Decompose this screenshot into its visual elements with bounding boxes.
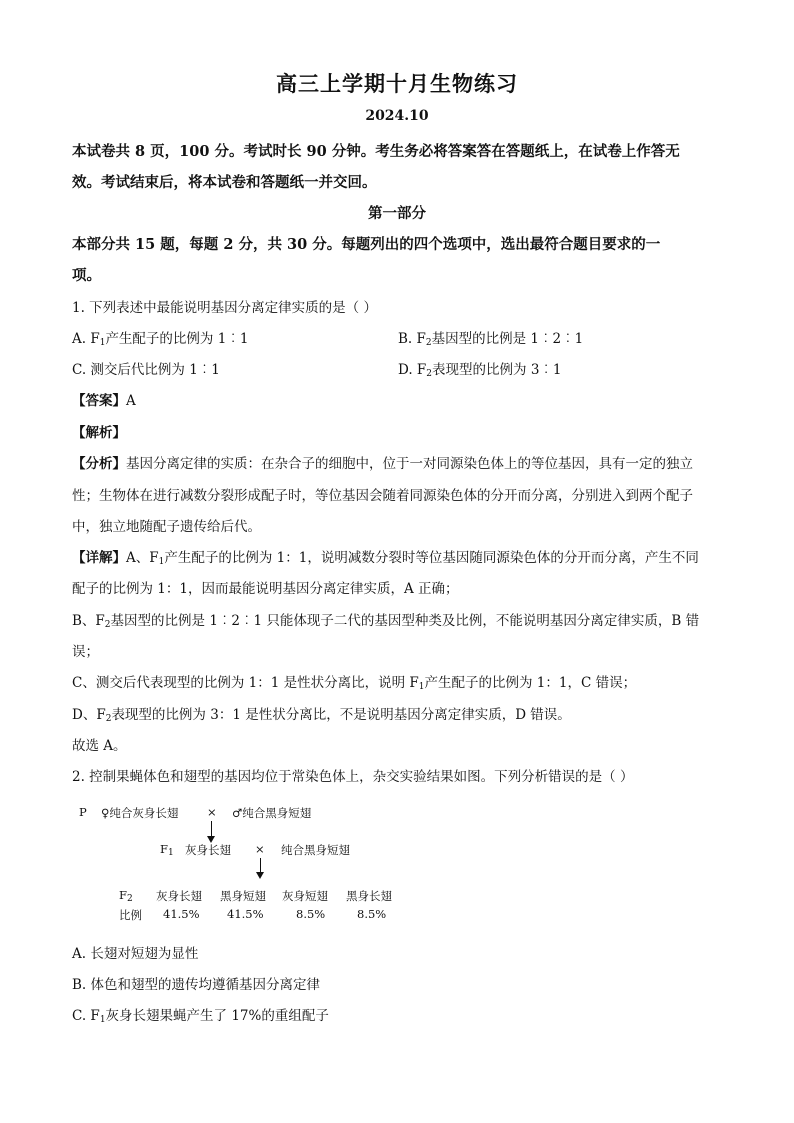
exam-date: 2024.10 (365, 108, 429, 124)
q2-option-c: C. $F_1$灰身长翅果蝇产生了 17%的重组配子 (72, 1008, 329, 1025)
f2-ratio: 41.5% (227, 907, 264, 921)
testcross-parent: 纯合黑身短翅 (281, 843, 350, 857)
f2-ratio: 8.5% (296, 907, 326, 921)
q1-fenxi-line-1: 【分析】基因分离定律的实质：在杂合子的细胞中，位于一对同源染色体上的等位基因，具有一定的独立 (72, 456, 693, 472)
q1-conclusion: 故选 A。 (72, 738, 127, 754)
q1-xiangjie-line-6: D、$F_2$表现型的比例为 3：1 是性状分离比，不是说明基因分离定律实质，D 错误。 (72, 707, 571, 724)
q2-stem: 2. 控制果蝇体色和翅型的基因均位于常染色体上，杂交实验结果如图。下列分析错误的是（ ） (72, 769, 634, 785)
section-desc-line-2: 项。 (72, 267, 101, 284)
ratio-label: 比例 (119, 908, 142, 922)
q1-xiangjie-line-2: 配子的比例为 1：1，因而最能说明基因分离定律实质，A 正确； (72, 581, 459, 597)
f2-phenotype: 黑身长翅 (346, 889, 392, 903)
section-title: 第一部分 (368, 205, 426, 222)
q1-option-b: B. $F_2$基因型的比例是 1︰2︰1 (398, 331, 584, 348)
cross-symbol-2: × (255, 842, 265, 856)
p-female-parent: ♀纯合灰身长翅 (101, 806, 179, 820)
intro-line-1: 本试卷共 8 页，100 分。考试时长 90 分钟。考生务必将答案答在答题纸上，在试卷上作答无 (72, 143, 680, 160)
q1-xiangjie-line-5: C、测交后代表现型的比例为 1：1 是性状分离比，说明 $F_1$产生配子的比例为 1：1，C 错误； (72, 675, 637, 692)
q2-option-b: B. 体色和翅型的遗传均遵循基因分离定律 (72, 977, 321, 993)
f2-ratio: 41.5% (163, 907, 200, 921)
f2-generation-label: $F_2$ (119, 888, 133, 904)
q1-analysis-heading: 【解析】 (72, 425, 126, 441)
answer-value: A (126, 393, 136, 409)
q1-fenxi-line-2: 性；生物体在进行减数分裂形成配子时，等位基因会随着同源染色体的分开而分离，分别进入到两个配子 (72, 488, 693, 504)
intro-line-2: 效。考试结束后，将本试卷和答题纸一并交回。 (72, 174, 377, 191)
p-generation-label: P (79, 805, 87, 819)
q1-answer (72, 389, 136, 409)
q1-stem: 1. 下列表述中最能说明基因分离定律实质的是（ ） (72, 300, 377, 316)
q1-fenxi-line-3: 中，独立地随配子遗传给后代。 (72, 519, 261, 535)
answer-tag: 【答案】 (72, 393, 126, 409)
f1-phenotype: 灰身长翅 (185, 843, 231, 857)
q2-option-a: A. 长翅对短翅为显性 (72, 946, 199, 962)
section-desc-line-1: 本部分共 15 题，每题 2 分，共 30 分。每题列出的四个选项中，选出最符合题目要求的一 (72, 236, 661, 253)
q1-option-d: D. $F_2$表现型的比例为 3︰1 (398, 362, 562, 379)
f2-phenotype: 灰身长翅 (156, 889, 202, 903)
arrow-head-f1-to-f2 (256, 872, 264, 879)
f1-generation-label: $F_1$ (160, 842, 174, 858)
q1-option-c: C. 测交后代比例为 1︰1 (72, 362, 220, 378)
q1-xiangjie-line-4: 误； (72, 644, 99, 660)
f2-ratio: 8.5% (357, 907, 387, 921)
page-title: 高三上学期十月生物练习 (276, 71, 518, 96)
p-male-parent: ♂纯合黑身短翅 (232, 806, 312, 820)
f2-phenotype: 黑身短翅 (220, 889, 266, 903)
q1-option-a: A. $F_1$产生配子的比例为 1︰1 (72, 331, 249, 348)
q1-xiangjie-line-1: 【详解】A、$F_1$产生配子的比例为 1：1，说明减数分裂时等位基因随同源染色体的分开而分离，产生不同 (72, 550, 699, 567)
q1-xiangjie-line-3: B、$F_2$基因型的比例是 1︰2︰1 只能体现子二代的基因型种类及比例，不能说明基因分离定律实质，B 错 (72, 613, 700, 630)
f2-phenotype: 灰身短翅 (282, 889, 328, 903)
cross-symbol-1: × (207, 805, 217, 819)
